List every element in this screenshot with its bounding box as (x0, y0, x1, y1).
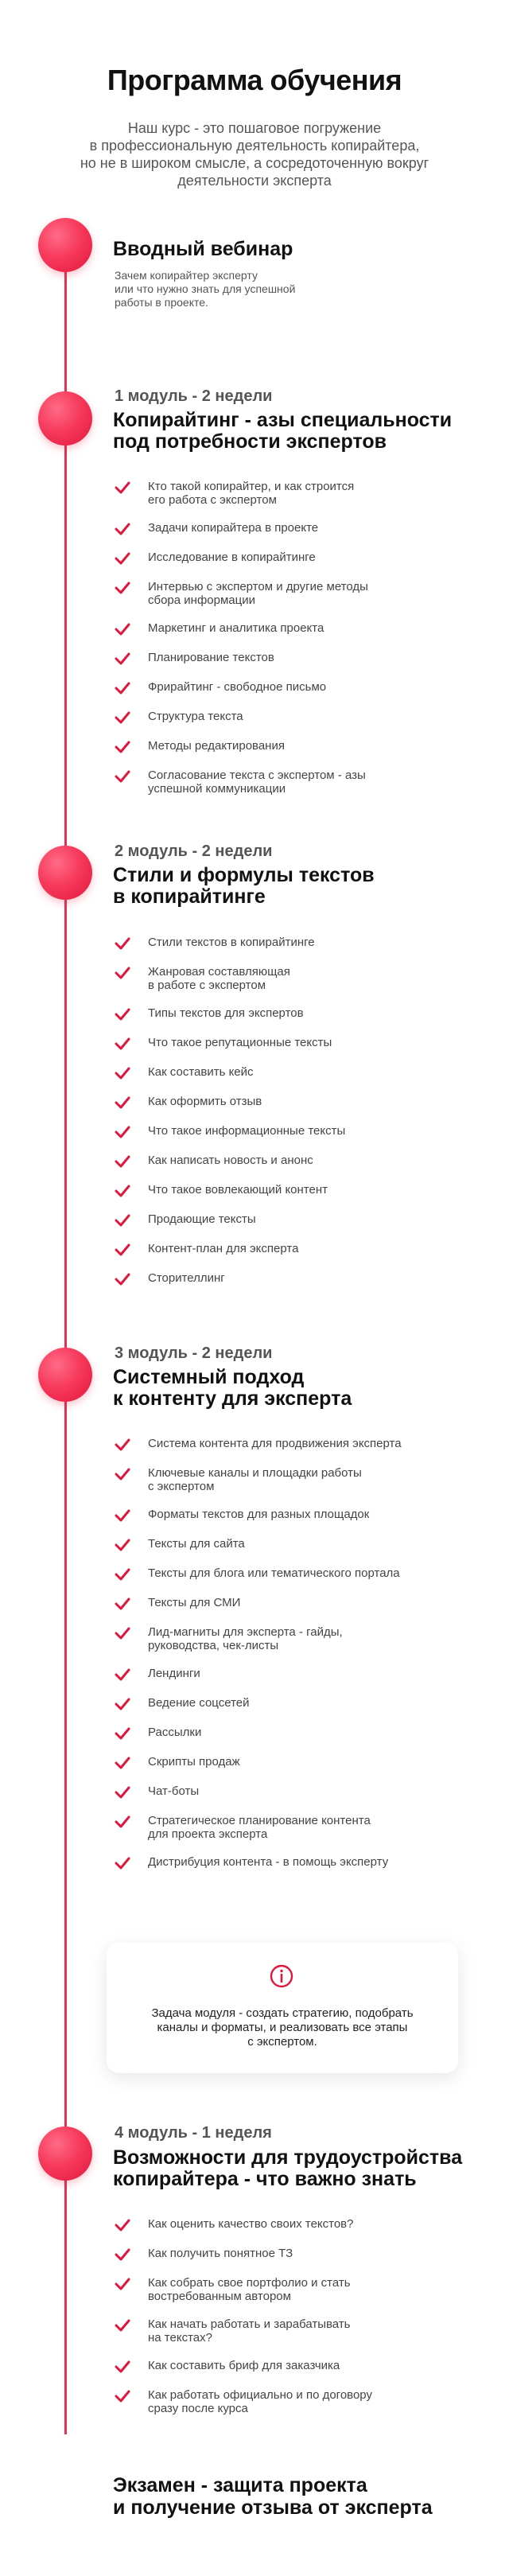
check-icon (115, 1597, 130, 1610)
check-icon (115, 1786, 130, 1799)
list-item (115, 1757, 464, 1772)
check-icon (115, 2390, 130, 2403)
list-item-text: Лид-магниты для эксперта - гайды, руководства, чек-листы (148, 1625, 343, 1652)
list-item (115, 1568, 464, 1584)
list-item-text: Что такое информационные тексты (148, 1124, 346, 1138)
check-icon (115, 1155, 130, 1168)
list-item (115, 2219, 464, 2235)
list-item-text: Типы текстов для экспертов (148, 1006, 304, 1020)
list-item (115, 1037, 464, 1053)
check-icon (115, 1568, 130, 1581)
list-item (115, 1126, 464, 1142)
list-item-text: Форматы текстов для разных площадок (148, 1508, 370, 1521)
list-item-text: Тексты для сайта (148, 1537, 245, 1551)
list-item-text: Продающие тексты (148, 1212, 256, 1226)
check-icon (115, 1509, 130, 1522)
module-4-title: Возможности для трудоустройства копирайтера - что важно знать (113, 2146, 463, 2190)
list-item (115, 480, 464, 507)
list-item (115, 937, 464, 953)
list-item (115, 1214, 464, 1230)
timeline-dot-module-3 (38, 1348, 92, 1402)
check-icon (115, 1627, 130, 1640)
list-item-text: Рассылки (148, 1726, 202, 1739)
check-icon (115, 1468, 130, 1481)
timeline-dot-intro (38, 218, 92, 272)
intro-text: Наш курс - это пошаговое погружение в профессиональную деятельность копирайтера, но не в широком смысле, а сосредоточенную вокруг деятельности эксперта (80, 120, 429, 189)
list-item (115, 1727, 464, 1743)
list-item-text: Дистрибуция контента - в помощь эксперту (148, 1855, 389, 1869)
check-icon (115, 1727, 130, 1740)
list-item (115, 552, 464, 568)
check-icon (115, 1857, 130, 1870)
module-1-label: 1 модуль - 2 недели (115, 387, 273, 405)
check-icon (115, 1096, 130, 1109)
check-icon (115, 652, 130, 665)
list-item (115, 1466, 464, 1493)
check-icon (115, 2360, 130, 2373)
list-item (115, 965, 464, 992)
check-icon (115, 1757, 130, 1769)
check-icon (115, 682, 130, 695)
list-item (115, 580, 464, 607)
list-item-text: Что такое вовлекающий контент (148, 1183, 328, 1197)
list-item-text: Интервью с экспертом и другие методы сбора информации (148, 580, 368, 607)
list-item-text: Стили текстов в копирайтинге (148, 936, 315, 949)
list-item (115, 1698, 464, 1714)
list-item (115, 2317, 464, 2344)
list-item-text: Как оформить отзыв (148, 1095, 262, 1108)
check-icon (115, 937, 130, 950)
list-item-text: Исследование в копирайтинге (148, 551, 316, 564)
list-item-text: Как начать работать и зарабатывать на текстах? (148, 2317, 351, 2344)
list-item (115, 623, 464, 639)
page-title: Программа обучения (107, 64, 402, 96)
list-item-text: Как работать официально и по договору сразу после курса (148, 2388, 372, 2415)
check-icon (115, 523, 130, 535)
list-item-text: Ключевые каналы и площадки работы с экспертом (148, 1466, 362, 1493)
list-item-text: Как получить понятное ТЗ (148, 2247, 293, 2260)
check-icon (115, 2319, 130, 2332)
list-item (115, 2276, 464, 2303)
list-item-text: Тексты для блога или тематического портала (148, 1566, 400, 1580)
list-item (115, 1273, 464, 1289)
list-item-text: Методы редактирования (148, 739, 285, 753)
list-item-text: Чат-боты (148, 1784, 200, 1798)
list-item-text: Маркетинг и аналитика проекта (148, 621, 324, 635)
list-item (115, 769, 464, 796)
list-item (115, 1096, 464, 1112)
check-icon (115, 1273, 130, 1286)
list-item (115, 1509, 464, 1525)
list-item (115, 1786, 464, 1802)
check-icon (115, 1037, 130, 1050)
module-2-title: Стили и формулы текстов в копирайтинге (113, 864, 375, 908)
check-icon (115, 2219, 130, 2232)
exam-title: Экзамен - защита проекта и получение отзыва от эксперта (113, 2474, 433, 2519)
check-icon (115, 1067, 130, 1080)
check-icon (115, 582, 130, 594)
timeline-dot-module-1 (38, 391, 92, 446)
list-item (115, 1857, 464, 1873)
list-item-text: Система контента для продвижения эксперта (148, 1437, 402, 1450)
list-item-text: Как составить бриф для заказчика (148, 2359, 340, 2372)
list-item (115, 1814, 464, 1841)
list-item-text: Ведение соцсетей (148, 1696, 250, 1710)
list-item (115, 2360, 464, 2376)
callout-text: Задача модуля - создать стратегию, подобрать каналы и форматы, и реализовать все этапы с экспертом. (151, 2006, 414, 2049)
list-item (115, 2248, 464, 2264)
list-item (115, 1185, 464, 1200)
list-item (115, 1625, 464, 1652)
list-item (115, 652, 464, 668)
list-item-text: Как написать новость и анонс (148, 1154, 313, 1167)
list-item-text: Согласование текста с экспертом - азы успешной коммуникации (148, 769, 366, 796)
list-item (115, 711, 464, 727)
list-item (115, 1243, 464, 1259)
list-item-text: Задачи копирайтера в проекте (148, 521, 319, 535)
list-item-text: Жанровая составляющая в работе с экспертом (148, 965, 290, 992)
check-icon (115, 967, 130, 979)
check-icon (115, 481, 130, 494)
list-item (115, 2388, 464, 2415)
list-item-text: Тексты для СМИ (148, 1596, 241, 1609)
intro-webinar-description: Зачем копирайтер эксперту или что нужно знать для успешной работы в проекте. (115, 269, 296, 309)
check-icon (115, 2248, 130, 2261)
list-item (115, 1067, 464, 1083)
list-item-text: Как оценить качество своих текстов? (148, 2217, 354, 2231)
check-icon (115, 552, 130, 565)
list-item-text: Что такое репутационные тексты (148, 1036, 332, 1049)
timeline-line (64, 239, 67, 2434)
module-goal-callout (107, 1943, 458, 2073)
list-item (115, 1597, 464, 1613)
list-item (115, 1539, 464, 1555)
check-icon (115, 1815, 130, 1828)
list-item (115, 741, 464, 757)
list-item (115, 1155, 464, 1171)
check-icon (115, 1214, 130, 1227)
check-icon (115, 1185, 130, 1197)
check-icon (115, 1698, 130, 1710)
check-icon (115, 2278, 130, 2290)
check-icon (115, 711, 130, 724)
list-item (115, 523, 464, 539)
check-icon (115, 1126, 130, 1138)
list-item-text: Фрирайтинг - свободное письмо (148, 680, 327, 694)
check-icon (115, 1539, 130, 1551)
check-icon (115, 1668, 130, 1681)
timeline-dot-module-2 (38, 846, 92, 900)
timeline-dot-module-4 (38, 2127, 92, 2181)
list-item (115, 682, 464, 698)
check-icon (115, 623, 130, 636)
list-item-text: Структура текста (148, 710, 243, 723)
check-icon (115, 770, 130, 783)
list-item-text: Планирование текстов (148, 651, 274, 664)
check-icon (115, 741, 130, 753)
list-item (115, 1668, 464, 1684)
list-item-text: Сторителлинг (148, 1271, 225, 1285)
check-icon (115, 1243, 130, 1256)
list-item (115, 1008, 464, 1024)
list-item-text: Как собрать свое портфолио и стать востребованным автором (148, 2276, 351, 2303)
list-item-text: Как составить кейс (148, 1065, 254, 1079)
intro-webinar-title: Вводный вебинар (113, 238, 293, 260)
check-icon (115, 1438, 130, 1451)
list-item-text: Кто такой копирайтер, и как строится его работа с экспертом (148, 480, 355, 507)
module-1-title: Копирайтинг - азы специальности под потребности экспертов (113, 409, 453, 453)
list-item-text: Лендинги (148, 1667, 200, 1680)
list-item-text: Контент-план для эксперта (148, 1242, 299, 1255)
list-item-text: Стратегическое планирование контента для проекта эксперта (148, 1814, 371, 1841)
list-item (115, 1438, 464, 1454)
module-4-label: 4 модуль - 1 неделя (115, 2124, 272, 2142)
check-icon (115, 1008, 130, 1021)
module-2-label: 2 модуль - 2 недели (115, 842, 273, 860)
module-3-title: Системный подход к контенту для эксперта (113, 1366, 352, 1410)
info-icon (269, 1963, 294, 1989)
module-3-label: 3 модуль - 2 недели (115, 1344, 273, 1362)
list-item-text: Скрипты продаж (148, 1755, 240, 1769)
